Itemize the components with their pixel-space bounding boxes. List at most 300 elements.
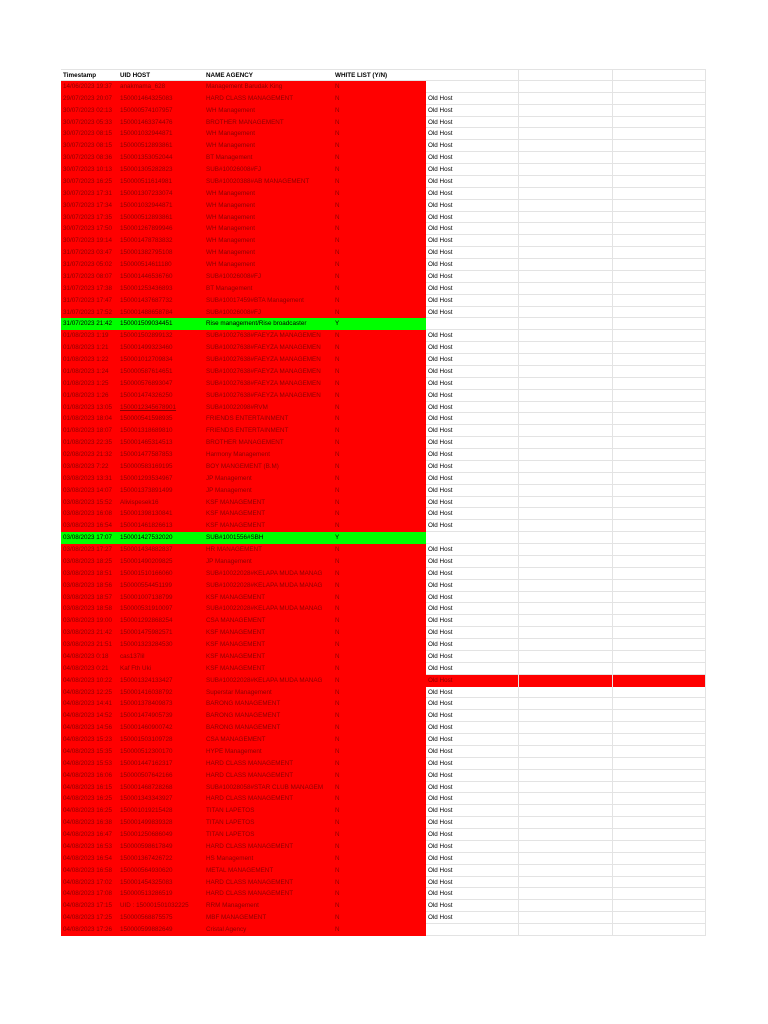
empty-cell[interactable] <box>612 271 706 283</box>
uid-host-cell[interactable]: 150001499839328 <box>118 817 204 829</box>
note-cell[interactable]: Old Host <box>428 213 453 221</box>
name-agency-cell[interactable]: SUB#10028058#STAR CLUB MANAGEM <box>204 782 333 794</box>
white-list-cell[interactable]: N <box>333 247 426 259</box>
empty-cell[interactable] <box>518 651 612 663</box>
empty-cell[interactable] <box>612 698 706 710</box>
empty-cell[interactable] <box>518 425 612 437</box>
uid-host-cell[interactable]: 150001032944871 <box>118 128 204 140</box>
empty-cell[interactable] <box>518 710 612 722</box>
uid-host-cell[interactable]: 150001267899946 <box>118 223 204 235</box>
timestamp-cell[interactable]: 04/08/2023 17:15 <box>61 900 118 912</box>
white-list-cell[interactable]: N <box>333 342 426 354</box>
name-agency-cell[interactable]: SUB#1001556#SBH <box>204 532 333 544</box>
empty-cell[interactable] <box>612 390 706 402</box>
note-cell[interactable]: Old Host <box>428 831 453 838</box>
uid-host-cell[interactable]: 150000568875575 <box>118 912 204 924</box>
name-agency-cell[interactable]: HARD CLASS MANAGEMENT <box>204 888 333 900</box>
timestamp-cell[interactable]: 03/08/2023 7:22 <box>61 461 118 473</box>
uid-host-cell[interactable]: 150000574107957 <box>118 105 204 117</box>
header-uid-host[interactable]: UID HOST <box>120 72 151 79</box>
empty-cell[interactable] <box>518 722 612 734</box>
empty-cell[interactable] <box>612 176 706 188</box>
empty-cell[interactable] <box>518 152 612 164</box>
timestamp-cell[interactable]: 04/08/2023 14:52 <box>61 710 118 722</box>
timestamp-cell[interactable]: 30/07/2023 08:15 <box>61 128 118 140</box>
name-agency-cell[interactable]: HYPE Management <box>204 746 333 758</box>
empty-cell[interactable] <box>518 200 612 212</box>
white-list-cell[interactable]: N <box>333 912 426 924</box>
empty-cell[interactable] <box>518 212 612 224</box>
empty-cell[interactable] <box>518 93 612 105</box>
empty-cell[interactable] <box>612 212 706 224</box>
empty-cell[interactable] <box>518 390 612 402</box>
white-list-cell[interactable]: N <box>333 152 426 164</box>
uid-host-cell[interactable]: 150001502899132 <box>118 330 204 342</box>
timestamp-cell[interactable]: 14/06/2023 19:37 <box>61 81 118 93</box>
empty-cell[interactable] <box>612 592 706 604</box>
empty-cell[interactable] <box>518 865 612 877</box>
empty-cell[interactable] <box>612 128 706 140</box>
empty-cell[interactable] <box>518 402 612 414</box>
uid-host-cell[interactable]: 150001373891499 <box>118 485 204 497</box>
white-list-cell[interactable]: N <box>333 580 426 592</box>
empty-cell[interactable] <box>518 354 612 366</box>
note-cell[interactable]: Old Host <box>428 344 453 352</box>
uid-host-cell[interactable]: 150001292868254 <box>118 615 204 627</box>
uid-host-cell[interactable]: 150000512893861 <box>118 212 204 224</box>
empty-cell[interactable] <box>612 544 706 556</box>
name-agency-cell[interactable]: TITAN LAPETOS <box>204 805 333 817</box>
white-list-cell[interactable]: N <box>333 140 426 152</box>
empty-cell[interactable] <box>518 675 612 687</box>
note-cell[interactable]: Old Host <box>428 712 453 720</box>
uid-host-cell[interactable]: Kaf Fth Uki <box>118 663 204 675</box>
uid-host-cell[interactable]: 150000554451199 <box>118 580 204 592</box>
note-cell[interactable]: Old Host <box>428 391 453 399</box>
empty-cell[interactable] <box>518 259 612 271</box>
white-list-cell[interactable]: N <box>333 544 426 556</box>
white-list-cell[interactable]: N <box>333 817 426 829</box>
note-cell[interactable]: Old Host <box>426 675 518 687</box>
name-agency-cell[interactable]: SUB#10022098#RVM <box>204 402 333 414</box>
note-cell[interactable]: Old Host <box>428 415 453 423</box>
name-agency-cell[interactable]: WH Management <box>204 235 333 247</box>
empty-cell[interactable] <box>612 817 706 829</box>
name-agency-cell[interactable]: SUB#10027638#FAEYZA MANAGEMEN <box>204 354 333 366</box>
empty-cell[interactable] <box>612 532 706 544</box>
empty-cell[interactable] <box>612 473 706 485</box>
name-agency-cell[interactable]: HARD CLASS MANAGEMENT <box>204 841 333 853</box>
name-agency-cell[interactable]: FRIENDS ENTERTAINMENT <box>204 425 333 437</box>
white-list-cell[interactable]: N <box>333 235 426 247</box>
empty-cell[interactable] <box>612 829 706 841</box>
note-cell[interactable]: Old Host <box>428 284 453 292</box>
timestamp-cell[interactable]: 04/08/2023 10:22 <box>61 675 118 687</box>
empty-cell[interactable] <box>518 592 612 604</box>
white-list-cell[interactable]: N <box>333 651 426 663</box>
empty-cell[interactable] <box>518 758 612 770</box>
name-agency-cell[interactable]: SUB#10022028#KELAPA MUDA MANAG <box>204 675 333 687</box>
empty-cell[interactable] <box>612 188 706 200</box>
name-agency-cell[interactable]: KSF MANAGEMENT <box>204 627 333 639</box>
name-agency-cell[interactable]: SUB#10027638#FAEYZA MANAGEMEN <box>204 378 333 390</box>
empty-cell[interactable] <box>518 247 612 259</box>
name-agency-cell[interactable]: BARONG MANAGEMENT <box>204 698 333 710</box>
header-white-list[interactable]: WHITE LIST (Y/N) <box>335 72 388 79</box>
name-agency-cell[interactable]: TITAN LAPETOS <box>204 817 333 829</box>
uid-host-cell[interactable]: 150001503109728 <box>118 734 204 746</box>
name-agency-cell[interactable]: KSF MANAGEMENT <box>204 592 333 604</box>
name-agency-cell[interactable]: BARONG MANAGEMENT <box>204 722 333 734</box>
note-cell[interactable]: Old Host <box>428 617 453 625</box>
timestamp-cell[interactable]: 04/08/2023 14:41 <box>61 698 118 710</box>
white-list-cell[interactable]: N <box>333 497 426 509</box>
name-agency-cell[interactable]: WH Management <box>204 188 333 200</box>
empty-cell[interactable] <box>612 93 706 105</box>
note-cell[interactable]: Old Host <box>428 759 453 767</box>
empty-cell[interactable] <box>518 366 612 378</box>
uid-host-cell[interactable]: 150000583169195 <box>118 461 204 473</box>
name-agency-cell[interactable]: WH Management <box>204 140 333 152</box>
empty-cell[interactable] <box>518 639 612 651</box>
timestamp-cell[interactable]: 04/08/2023 0:21 <box>61 663 118 675</box>
note-cell[interactable]: Old Host <box>428 557 453 565</box>
name-agency-cell[interactable]: WH Management <box>204 128 333 140</box>
timestamp-cell[interactable]: 30/07/2023 02:13 <box>61 105 118 117</box>
timestamp-cell[interactable]: 03/08/2023 13:31 <box>61 473 118 485</box>
name-agency-cell[interactable]: BROTHER MANAGEMENT <box>204 117 333 129</box>
uid-host-cell[interactable]: 150001378409873 <box>118 698 204 710</box>
empty-cell[interactable] <box>518 164 612 176</box>
white-list-cell[interactable]: Y <box>333 318 426 330</box>
timestamp-cell[interactable]: 31/07/2023 17:52 <box>61 307 118 319</box>
note-cell[interactable]: Old Host <box>428 439 453 447</box>
name-agency-cell[interactable]: KSF MANAGEMENT <box>204 651 333 663</box>
note-cell[interactable]: Old Host <box>428 664 453 672</box>
name-agency-cell[interactable]: KSF MANAGEMENT <box>204 663 333 675</box>
name-agency-cell[interactable]: SUB#10026008#FJ <box>204 307 333 319</box>
white-list-cell[interactable]: N <box>333 615 426 627</box>
uid-host-cell[interactable]: 150001437687732 <box>118 295 204 307</box>
timestamp-cell[interactable]: 03/08/2023 15:52 <box>61 497 118 509</box>
uid-host-cell[interactable]: 150001398130841 <box>118 508 204 520</box>
empty-cell[interactable] <box>612 687 706 699</box>
empty-cell[interactable] <box>612 603 706 615</box>
timestamp-cell[interactable]: 31/07/2023 17:38 <box>61 283 118 295</box>
empty-cell[interactable] <box>612 793 706 805</box>
uid-host-cell[interactable]: anakmama_628 <box>118 81 204 93</box>
uid-host-cell[interactable]: 150001447162317 <box>118 758 204 770</box>
empty-cell[interactable] <box>612 485 706 497</box>
name-agency-cell[interactable]: WH Management <box>204 247 333 259</box>
note-cell[interactable]: Old Host <box>428 403 453 411</box>
white-list-cell[interactable]: N <box>333 271 426 283</box>
empty-cell[interactable] <box>518 413 612 425</box>
timestamp-cell[interactable]: 04/08/2023 15:23 <box>61 734 118 746</box>
name-agency-cell[interactable]: SUB#10022028#KELAPA MUDA MANAG <box>204 568 333 580</box>
uid-host-cell[interactable]: 150001474326250 <box>118 390 204 402</box>
empty-cell[interactable] <box>612 710 706 722</box>
uid-host-cell[interactable]: 150000564930620 <box>118 865 204 877</box>
uid-host-cell[interactable]: 150001499323460 <box>118 342 204 354</box>
empty-cell[interactable] <box>518 378 612 390</box>
empty-cell[interactable] <box>612 402 706 414</box>
name-agency-cell[interactable]: SUB#10026008#FJ <box>204 164 333 176</box>
empty-cell[interactable] <box>518 663 612 675</box>
white-list-cell[interactable]: N <box>333 793 426 805</box>
uid-host-cell[interactable]: 150000541598935 <box>118 413 204 425</box>
uid-host-cell[interactable]: 150000576893047 <box>118 378 204 390</box>
note-cell[interactable]: Old Host <box>428 878 453 886</box>
timestamp-cell[interactable]: 03/08/2023 14:07 <box>61 485 118 497</box>
note-cell[interactable]: Old Host <box>428 641 453 648</box>
note-cell[interactable]: Old Host <box>428 106 453 114</box>
empty-cell[interactable] <box>612 782 706 794</box>
note-cell[interactable]: Old Host <box>428 593 453 601</box>
white-list-cell[interactable]: N <box>333 888 426 900</box>
timestamp-cell[interactable]: 04/08/2023 17:25 <box>61 912 118 924</box>
empty-cell[interactable] <box>518 271 612 283</box>
white-list-cell[interactable]: N <box>333 639 426 651</box>
white-list-cell[interactable]: N <box>333 295 426 307</box>
empty-cell[interactable] <box>518 105 612 117</box>
empty-cell[interactable] <box>518 627 612 639</box>
uid-host-cell[interactable]: 150001463374476 <box>118 117 204 129</box>
note-cell[interactable]: Old Host <box>428 130 453 138</box>
empty-cell[interactable] <box>612 235 706 247</box>
white-list-cell[interactable]: N <box>333 425 426 437</box>
timestamp-cell[interactable]: 03/08/2023 16:54 <box>61 520 118 532</box>
empty-cell[interactable] <box>518 734 612 746</box>
note-cell[interactable]: Old Host <box>428 474 453 482</box>
note-cell[interactable]: Old Host <box>428 462 453 470</box>
empty-cell[interactable] <box>518 235 612 247</box>
note-cell[interactable]: Old Host <box>428 902 453 910</box>
name-agency-cell[interactable]: SUB#10027638#FAEYZA MANAGEMEN <box>204 342 333 354</box>
timestamp-cell[interactable]: 01/08/2023 1:26 <box>61 390 118 402</box>
white-list-cell[interactable]: Y <box>333 532 426 544</box>
empty-cell[interactable] <box>518 176 612 188</box>
timestamp-cell[interactable]: 01/08/2023 1:21 <box>61 342 118 354</box>
timestamp-cell[interactable]: 30/07/2023 19:14 <box>61 235 118 247</box>
empty-cell[interactable] <box>518 330 612 342</box>
empty-cell[interactable] <box>518 615 612 627</box>
uid-host-cell[interactable]: 150001477587853 <box>118 449 204 461</box>
timestamp-cell[interactable]: 30/07/2023 16:25 <box>61 176 118 188</box>
note-cell[interactable]: Old Host <box>428 890 453 898</box>
timestamp-cell[interactable]: 04/08/2023 15:35 <box>61 746 118 758</box>
empty-cell[interactable] <box>612 437 706 449</box>
note-cell[interactable]: Old Host <box>428 807 453 815</box>
empty-cell[interactable] <box>518 793 612 805</box>
note-cell[interactable] <box>426 532 518 544</box>
white-list-cell[interactable]: N <box>333 473 426 485</box>
note-cell[interactable]: Old Host <box>428 166 453 173</box>
empty-cell[interactable] <box>612 888 706 900</box>
uid-host-cell[interactable]: 150000512893861 <box>118 140 204 152</box>
name-agency-cell[interactable]: METAL MANAGEMENT <box>204 865 333 877</box>
white-list-cell[interactable]: N <box>333 81 426 93</box>
empty-cell[interactable] <box>518 805 612 817</box>
timestamp-cell[interactable]: 03/08/2023 21:51 <box>61 639 118 651</box>
white-list-cell[interactable]: N <box>333 413 426 425</box>
white-list-cell[interactable]: N <box>333 485 426 497</box>
name-agency-cell[interactable]: TITAN LAPETOS <box>204 829 333 841</box>
header-timestamp[interactable]: Timestamp <box>63 72 97 79</box>
timestamp-cell[interactable]: 01/08/2023 22:35 <box>61 437 118 449</box>
uid-host-cell[interactable]: 1500012345678901 <box>118 402 204 414</box>
white-list-cell[interactable]: N <box>333 283 426 295</box>
empty-cell[interactable] <box>612 318 706 330</box>
uid-host-cell[interactable]: 150001032944871 <box>118 200 204 212</box>
white-list-cell[interactable]: N <box>333 841 426 853</box>
uid-host-cell[interactable]: 150001488658784 <box>118 307 204 319</box>
empty-cell[interactable] <box>518 295 612 307</box>
uid-host-cell[interactable]: 150001307233074 <box>118 188 204 200</box>
uid-host-cell[interactable]: 150001382795108 <box>118 247 204 259</box>
note-cell[interactable]: Old Host <box>428 747 453 755</box>
empty-cell[interactable] <box>518 473 612 485</box>
note-cell[interactable]: Old Host <box>428 379 453 387</box>
empty-cell[interactable] <box>518 223 612 235</box>
name-agency-cell[interactable]: KSF MANAGEMENT <box>204 497 333 509</box>
note-cell[interactable]: Old Host <box>428 249 453 257</box>
timestamp-cell[interactable]: 01/08/2023 18:04 <box>61 413 118 425</box>
uid-host-cell[interactable]: 150001464325083 <box>118 93 204 105</box>
uid-host-cell[interactable]: 150001353052044 <box>118 152 204 164</box>
timestamp-cell[interactable]: 31/07/2023 21:42 <box>61 318 118 330</box>
white-list-cell[interactable]: N <box>333 853 426 865</box>
name-agency-cell[interactable]: SUB#10017459#BTA Management <box>204 295 333 307</box>
empty-cell[interactable] <box>612 330 706 342</box>
empty-cell[interactable] <box>612 912 706 924</box>
uid-host-cell[interactable]: Alivispesek16 <box>118 497 204 509</box>
name-agency-cell[interactable]: WH Management <box>204 200 333 212</box>
empty-cell[interactable] <box>612 354 706 366</box>
empty-cell[interactable] <box>612 223 706 235</box>
empty-cell[interactable] <box>518 449 612 461</box>
name-agency-cell[interactable]: Rise management/Rise broadcaster <box>204 318 333 330</box>
uid-host-cell[interactable]: 150001490209825 <box>118 556 204 568</box>
white-list-cell[interactable]: N <box>333 366 426 378</box>
name-agency-cell[interactable]: BT Management <box>204 283 333 295</box>
white-list-cell[interactable]: N <box>333 770 426 782</box>
empty-cell[interactable] <box>612 105 706 117</box>
empty-cell[interactable] <box>612 627 706 639</box>
timestamp-cell[interactable]: 29/07/2023 20:07 <box>61 93 118 105</box>
timestamp-cell[interactable]: 04/08/2023 16:54 <box>61 853 118 865</box>
timestamp-cell[interactable]: 31/07/2023 03:47 <box>61 247 118 259</box>
timestamp-cell[interactable]: 31/07/2023 05:02 <box>61 259 118 271</box>
name-agency-cell[interactable]: HARD CLASS MANAGEMENT <box>204 793 333 805</box>
uid-host-cell[interactable]: 150000507642166 <box>118 770 204 782</box>
uid-host-cell[interactable]: 150001509034451 <box>118 318 204 330</box>
note-cell[interactable]: Old Host <box>428 819 453 827</box>
note-cell[interactable]: Old Host <box>428 569 453 577</box>
note-cell[interactable]: Old Host <box>428 724 453 732</box>
timestamp-cell[interactable]: 04/08/2023 14:56 <box>61 722 118 734</box>
empty-cell[interactable] <box>518 568 612 580</box>
white-list-cell[interactable]: N <box>333 603 426 615</box>
note-cell[interactable]: Old Host <box>428 154 453 162</box>
timestamp-cell[interactable]: 01/08/2023 1:22 <box>61 354 118 366</box>
empty-cell[interactable] <box>518 532 612 544</box>
name-agency-cell[interactable]: BOY MANGEMENT (B.M) <box>204 461 333 473</box>
name-agency-cell[interactable]: SUB#10020388#AB MANAGEMENT <box>204 176 333 188</box>
note-cell[interactable]: Old Host <box>428 237 453 245</box>
empty-cell[interactable] <box>612 651 706 663</box>
uid-host-cell[interactable]: 150001478783832 <box>118 235 204 247</box>
empty-cell[interactable] <box>518 853 612 865</box>
name-agency-cell[interactable]: SUB#10027638#FAEYZA MANAGEMEN <box>204 390 333 402</box>
white-list-cell[interactable]: N <box>333 746 426 758</box>
empty-cell[interactable] <box>612 841 706 853</box>
uid-host-cell[interactable]: 150001293534967 <box>118 473 204 485</box>
note-cell[interactable]: Old Host <box>428 546 453 553</box>
note-cell[interactable]: Old Host <box>428 177 453 185</box>
note-cell[interactable]: Old Host <box>428 367 453 375</box>
timestamp-cell[interactable]: 03/08/2023 17:27 <box>61 544 118 556</box>
timestamp-cell[interactable]: 30/07/2023 08:15 <box>61 140 118 152</box>
empty-cell[interactable] <box>518 556 612 568</box>
empty-cell[interactable] <box>612 164 706 176</box>
empty-cell[interactable] <box>612 283 706 295</box>
timestamp-cell[interactable]: 04/08/2023 16:47 <box>61 829 118 841</box>
white-list-cell[interactable]: N <box>333 758 426 770</box>
white-list-cell[interactable]: N <box>333 592 426 604</box>
uid-host-cell[interactable]: 150001367426722 <box>118 853 204 865</box>
note-cell[interactable]: Old Host <box>428 854 453 862</box>
empty-cell[interactable] <box>612 497 706 509</box>
timestamp-cell[interactable]: 04/08/2023 16:58 <box>61 865 118 877</box>
empty-cell[interactable] <box>518 829 612 841</box>
note-cell[interactable]: Old Host <box>428 510 453 518</box>
uid-host-cell[interactable]: 150001012709834 <box>118 354 204 366</box>
uid-host-cell[interactable]: 150001461826613 <box>118 520 204 532</box>
note-cell[interactable]: Old Host <box>428 225 453 233</box>
empty-cell[interactable] <box>612 461 706 473</box>
white-list-cell[interactable]: N <box>333 556 426 568</box>
empty-cell[interactable] <box>612 877 706 889</box>
empty-cell[interactable] <box>518 342 612 354</box>
empty-cell[interactable] <box>612 865 706 877</box>
empty-cell[interactable] <box>518 544 612 556</box>
timestamp-cell[interactable]: 04/08/2023 17:26 <box>61 924 118 936</box>
uid-host-cell[interactable]: 150000587614651 <box>118 366 204 378</box>
timestamp-cell[interactable]: 30/07/2023 17:50 <box>61 223 118 235</box>
name-agency-cell[interactable]: SUB#10027638#FAEYZA MANAGEMEN <box>204 366 333 378</box>
uid-host-cell[interactable]: 150001323284530 <box>118 639 204 651</box>
name-agency-cell[interactable]: CSA MANAGEMENT <box>204 734 333 746</box>
note-cell[interactable]: Old Host <box>428 427 453 435</box>
name-agency-cell[interactable]: CSA MANAGEMENT <box>204 615 333 627</box>
name-agency-cell[interactable]: SUB#10026008#FJ <box>204 271 333 283</box>
white-list-cell[interactable]: N <box>333 663 426 675</box>
empty-cell[interactable] <box>518 900 612 912</box>
empty-cell[interactable] <box>518 283 612 295</box>
note-cell[interactable]: Old Host <box>428 296 453 304</box>
uid-host-cell[interactable]: 150001019215428 <box>118 805 204 817</box>
timestamp-cell[interactable]: 03/08/2023 17:07 <box>61 532 118 544</box>
note-cell[interactable]: Old Host <box>428 783 453 791</box>
empty-cell[interactable] <box>518 307 612 319</box>
uid-host-cell[interactable]: 150001416038792 <box>118 687 204 699</box>
white-list-cell[interactable]: N <box>333 378 426 390</box>
timestamp-cell[interactable]: 30/07/2023 05:33 <box>61 117 118 129</box>
empty-cell[interactable] <box>518 508 612 520</box>
empty-cell[interactable] <box>518 520 612 532</box>
uid-host-cell[interactable]: 150001454325083 <box>118 877 204 889</box>
